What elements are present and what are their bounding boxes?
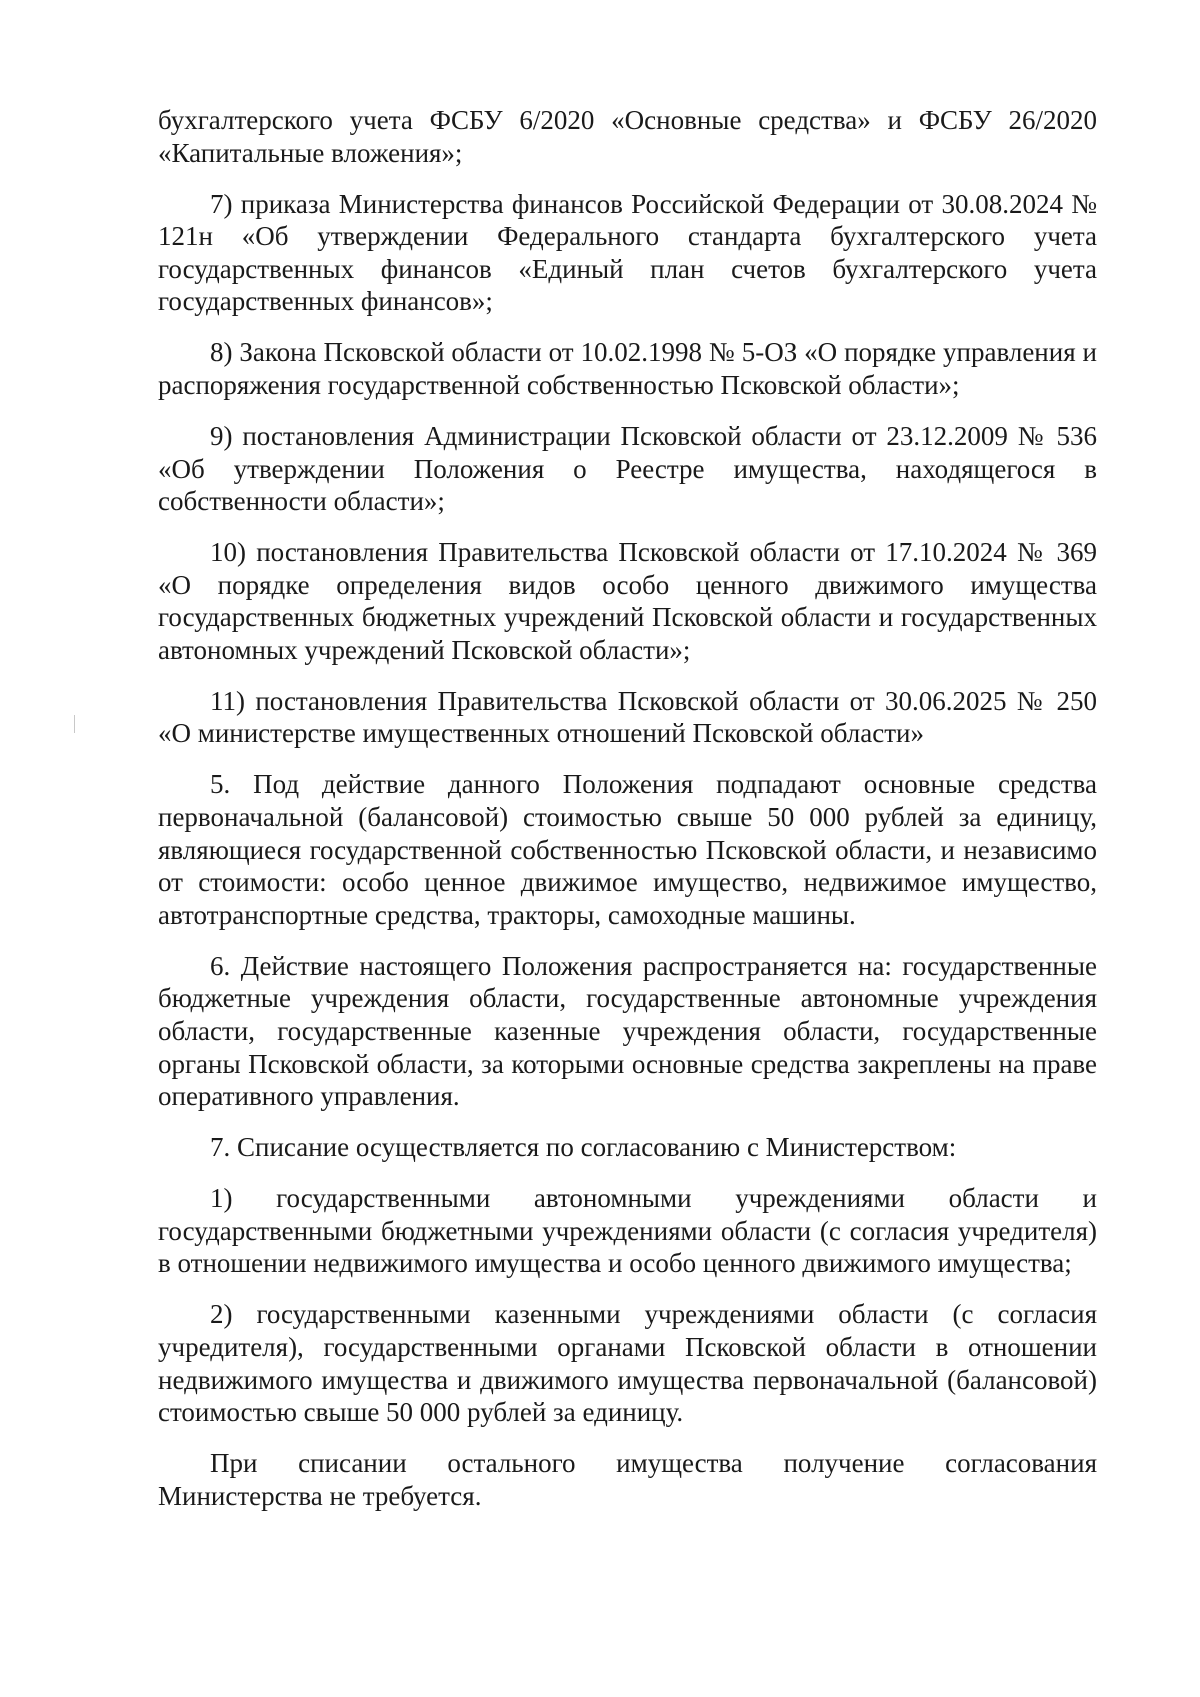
- paragraph-continuation: бухгалтерского учета ФСБУ 6/2020 «Основные средства» и ФСБУ 26/2020 «Капитальные вложения»;: [158, 105, 1097, 168]
- scan-artifact: [74, 715, 75, 733]
- paragraph-subitem-1: 1) государственными автономными учреждениями области и государственными бюджетными учреждениями области (с согласия учредителя) в отношении недвижимого имущества и особо ценного движимого имущества;: [158, 1183, 1097, 1279]
- paragraph-section-6: 6. Действие настоящего Положения распространяется на: государственные бюджетные учреждения области, государственные автономные учреждения области, государственные казенные учреждения области, государственные органы Псковской области, за которыми основные средства закреплены на праве оперативного управления.: [158, 950, 1097, 1112]
- paragraph-item-7: 7) приказа Министерства финансов Российской Федерации от 30.08.2024 № 121н «Об утверждении Федерального стандарта бухгалтерского учета государственных финансов «Единый план счетов бухгалтерского учета государственных финансов»;: [158, 188, 1097, 317]
- paragraph-item-10: 10) постановления Правительства Псковской области от 17.10.2024 № 369 «О порядке определения видов особо ценного движимого имущества государственных бюджетных учреждений Псковской области и государственных автономных учреждений Псковской области»;: [158, 537, 1097, 665]
- paragraph-closing: При списании остального имущества получение согласования Министерства не требуется.: [158, 1448, 1097, 1511]
- paragraph-item-11: 11) постановления Правительства Псковской области от 30.06.2025 № 250 «О министерстве имущественных отношений Псковской области»: [158, 685, 1097, 749]
- paragraph-section-7: 7. Списание осуществляется по согласованию с Министерством:: [210, 1132, 957, 1163]
- paragraph-item-8: 8) Закона Псковской области от 10.02.1998 № 5-ОЗ «О порядке управления и распоряжения государственной собственностью Псковской области»;: [158, 337, 1097, 400]
- paragraph-subitem-2: 2) государственными казенными учреждениями области (с согласия учредителя), государственными органами Псковской области в отношении недвижимого имущества и движимого имущества первоначальной (балансовой) стоимостью свыше 50 000 рублей за единицу.: [158, 1299, 1097, 1428]
- paragraph-section-5: 5. Под действие данного Положения подпадают основные средства первоначальной (балансовой) стоимостью свыше 50 000 рублей за единицу, являющиеся государственной собственностью Псковской области, и независимо от стоимости: особо ценное движимое имущество, недвижимое имущество, автотранспортные средства, тракторы, самоходные машины.: [158, 769, 1097, 930]
- document-body: [158, 104, 1097, 1531]
- paragraph-item-9: 9) постановления Администрации Псковской области от 23.12.2009 № 536 «Об утверждении Положения о Реестре имущества, находящегося в собственности области»;: [158, 420, 1097, 517]
